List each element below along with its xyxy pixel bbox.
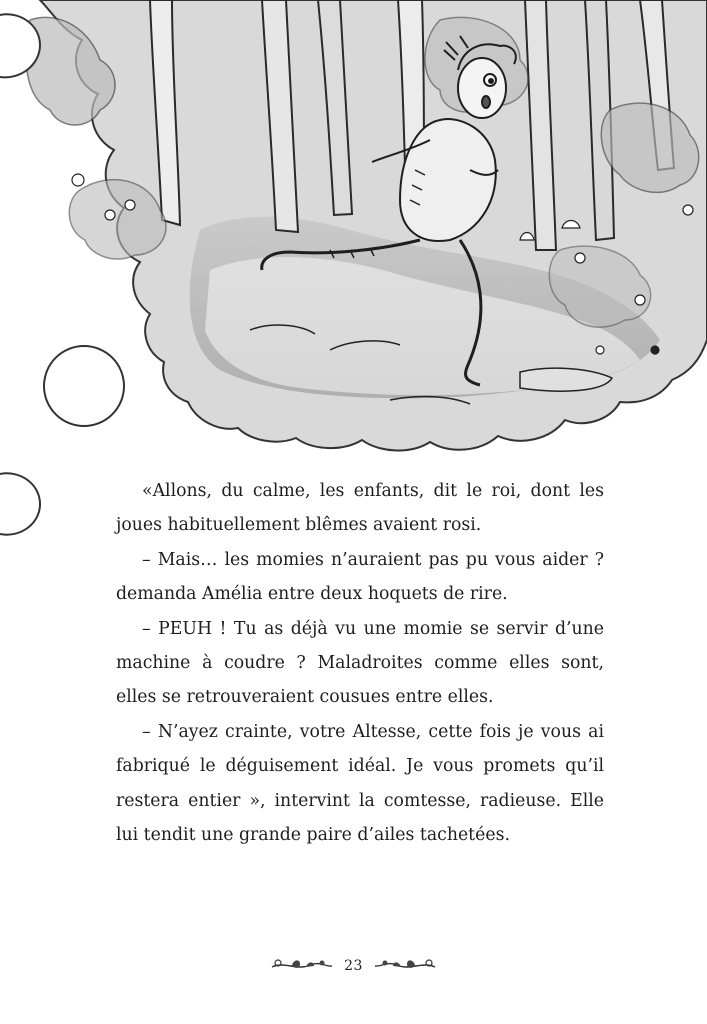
- small-cloud-puff: [44, 346, 124, 426]
- forest-illustration: [0, 0, 707, 455]
- paragraph-1: «Allons, du calme, les enfants, dit le roi, dont les joues habituellement blêmes avaient rosi.: [116, 481, 604, 536]
- floral-ornament-right-icon: [373, 955, 437, 977]
- paragraph-2: – Mais… les momies n’auraient pas pu vous aider ? demanda Amélia entre deux hoquets de rire.: [116, 549, 604, 605]
- floral-ornament-left-icon: [270, 955, 334, 977]
- edge-cloud-puff-left: [0, 470, 44, 540]
- story-text: [116, 474, 604, 852]
- page-number: 23: [344, 958, 363, 974]
- paragraph-4: – N’ayez crainte, votre Altesse, cette fois je vous ai fabriqué le déguisement idéal. Je vous promets qu’il restera entier », intervint la comtesse, radieuse. Elle lui tendit une grande paire d’ailes tachetées.: [116, 721, 604, 846]
- page-footer: [0, 951, 707, 981]
- paragraph-3: – PEUH ! Tu as déjà vu une momie se servir d’une machine à coudre ? Maladroites comme elles sont, elles se retrouveraient cousues entre elles.: [116, 618, 604, 708]
